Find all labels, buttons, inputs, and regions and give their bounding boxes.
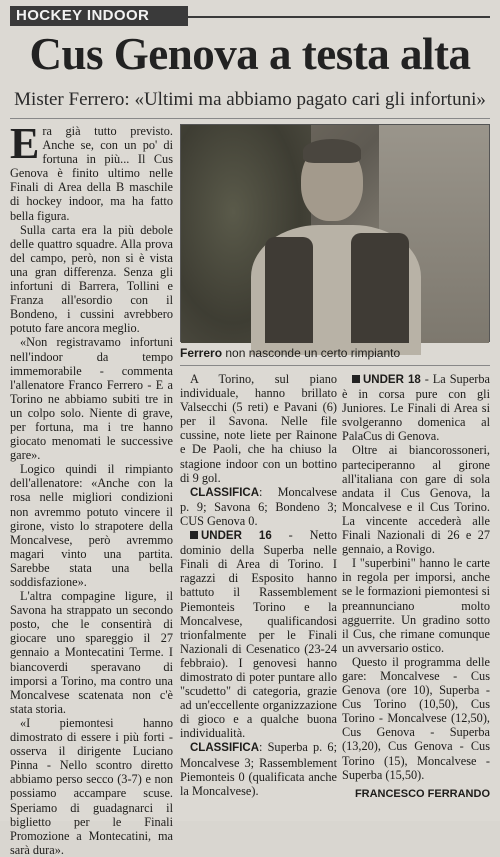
paragraph-14: Questo il programma delle gare: Moncalvese - Cus Genova (ore 10), Superba - Cus Torino (10,50), Cus Torino - Moncalvese (12,50), Cus Genova - Superba (13,20), Cus Genova - Cus Torino (15), Moncalvese - Superba (15,50). — [342, 654, 490, 782]
column-2 — [180, 372, 337, 817]
caption-name: Ferrero — [180, 346, 223, 360]
section-rule — [188, 16, 490, 18]
section-label: HOCKEY INDOOR — [10, 6, 188, 26]
square-bullet-icon — [190, 531, 198, 539]
title-rule — [10, 118, 490, 119]
paragraph-4: Logico quindi il rimpianto dell'allenatore: «Anche con la rosa nelle migliori condizioni non avremmo potuto vincere il girone, visto lo strapotere della Moncalvese, però avremmo magari vinto una partita. Sarebbe stata una bella soddisfazione». — [10, 462, 173, 589]
column-3 — [342, 372, 490, 817]
caption-rule — [180, 365, 490, 366]
column-1 — [10, 119, 173, 857]
paragraph-13: I "superbini" hanno le carte in regola per imporsi, anche se le formazioni piemontesi si preannunciano molto agguerrite. Un gradino sotto il Cus, che rimane comunque un avversario ostico. — [342, 556, 490, 655]
paragraph-2: Sulla carta era la più debole delle quattro squadre. Alla prova del campo, però, non si è vista una gran differenza. Senza gli infortuni di Barrera, Tollini e Franza all'esordio con il Bondeno, i cussini avrebbero potuto fare ancora meglio. — [10, 222, 173, 336]
paragraph-6: «I piemontesi hanno dimostrato di essere i più forti - osserva il dirigente Luciano Pinna - Nello scontro diretto abbiamo perso secco (3-7) e non possiamo accampare scuse. Speriamo di guadagnarci il biglietto per le Finali Promozione a Montecatini, ma sarà dura». — [10, 715, 173, 857]
article-subtitle: Mister Ferrero: «Ultimi ma abbiamo pagato cari gli infortuni» — [14, 89, 486, 110]
coach-photo — [180, 124, 490, 342]
paragraph-5: L'altra compagine ligure, il Savona ha strappato un secondo posto, che le consentirà di giocare uno spareggio il 27 gennaio a Montecatini Terme. I biancoverdi speravano di imporsi a Torino, ma contro una Moncalvese scatenata non c'è stata storia. — [10, 589, 173, 716]
paragraph-1: Era già tutto previsto. Anche se, con un po' di fortuna in più... Il Cus Genova è finito ultimo nelle Finali di Area della B maschile di hockey indoor, ma ha fatto bella figura. — [10, 119, 173, 223]
paragraph-11: UNDER 18 - La Superba è in corsa pure con gli Juniores. Le Finali di Area si svolgeranno domenica al PalaCus di Genova. — [342, 372, 490, 444]
paragraph-7: A Torino, sul piano individuale, hanno brillato Valsecchi (5 reti) e Pavani (6) per il Savona. Nelle file cussine, note liete per Rainone e De Paoli, che ha chiuso la stagione indoor con un bottino di 9 gol. — [180, 372, 337, 485]
paragraph-3: «Non registravamo infortuni nell'indoor da tempo immemorabile - commenta l'allenatore Franco Ferrero - E a Torino ne abbiamo subiti tre in un colpo solo. Niente di grave, per fortuna, ma i tre hanno giocato menomati le successive gare». — [10, 335, 173, 463]
byline: FRANCESCO FERRANDO — [354, 787, 490, 800]
photo-caption — [180, 346, 490, 361]
paragraph-10: CLASSIFICA: Superba p. 6; Moncalvese 3; Rassemblement Piemonteis 0 (qualificata anche la Moncalvese). — [180, 740, 337, 798]
square-bullet-icon — [352, 375, 360, 383]
paragraph-9: UNDER 16 - Netto dominio della Superba nelle Finali di Area di Torino. I ragazzi di Esposito hanno battuto il Rassemblement Piemonteis Torino e la Moncalvese, qualificandosi trionfalmente per le Finali Nazionali di Cesenatico (23-24 febbraio). I genovesi hanno dimostrato di poter puntare allo "scudetto" di categoria, grazie ad un'eccellente organizzazione di gioco e a qualche buona individualità. — [180, 528, 337, 741]
article-title: Cus Genova a testa alta — [29, 29, 471, 79]
caption-text: non nasconde un certo rimpianto — [222, 346, 401, 360]
paragraph-12: Oltre ai biancorossoneri, parteciperanno al girone all'italiana con gare di sola andata il Cus Genova, la Moncalvese e il Cus Torino. La vincente accederà alle Finali Nazionali di 26 e 27 gennaio, a Rovigo. — [342, 443, 490, 557]
paragraph-8: CLASSIFICA: Moncalvese p. 9; Savona 6; Bondeno 3; CUS Genova 0. — [180, 484, 337, 528]
drop-cap: E — [10, 119, 40, 168]
